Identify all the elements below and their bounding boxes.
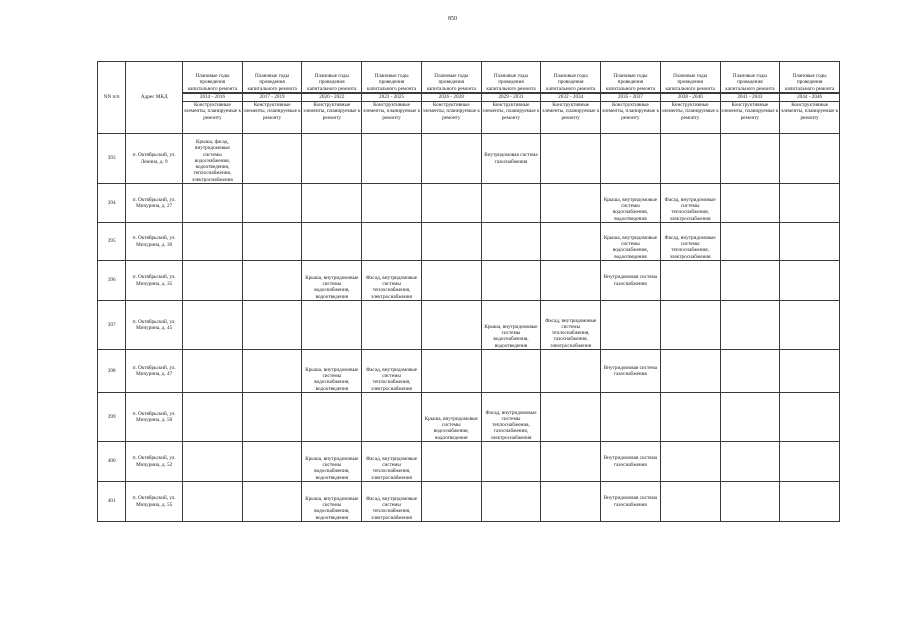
repair-work-cell xyxy=(660,442,720,482)
repair-work-cell xyxy=(541,301,601,350)
repair-work-cell xyxy=(302,261,362,301)
header-row-titles xyxy=(98,62,840,94)
repair-work-cell xyxy=(362,482,422,522)
repair-work-cell xyxy=(481,184,541,223)
repair-work-cell xyxy=(541,223,601,261)
header-period-title xyxy=(183,62,243,94)
page-number: 850 xyxy=(448,16,457,22)
repair-work-cell xyxy=(481,301,541,350)
repair-work-cell xyxy=(302,301,362,350)
repair-work-text: Внутридомовая система газоснабжения xyxy=(603,495,658,508)
repair-work-cell xyxy=(780,301,840,350)
repair-work-cell xyxy=(421,393,481,442)
repair-work-cell xyxy=(481,350,541,393)
repair-work-cell xyxy=(541,184,601,223)
repair-work-cell xyxy=(720,442,780,482)
table-row xyxy=(98,261,840,301)
repair-work-cell xyxy=(183,301,243,350)
period-title-text: Плановые годы проведения капитального ремонта xyxy=(243,73,302,93)
repair-work-cell xyxy=(541,350,601,393)
header-years: 2032 - 2034 xyxy=(541,94,601,102)
header-elements: Конструктивные элементы, планируемые к ремонту xyxy=(481,102,541,134)
row-number: 398 xyxy=(98,350,126,393)
table-row xyxy=(98,482,840,522)
header-period-title xyxy=(601,62,661,94)
repair-work-text: Фасад, внутридомовые системы теплоснабжения, газоснабжения, электроснабжения xyxy=(485,409,537,441)
repair-work-cell xyxy=(601,134,661,184)
row-number: 399 xyxy=(98,393,126,442)
repair-work-cell xyxy=(720,301,780,350)
repair-work-cell xyxy=(780,350,840,393)
header-period-title xyxy=(720,62,780,94)
repair-work-cell xyxy=(481,482,541,522)
repair-work-cell xyxy=(541,442,601,482)
repair-work-cell xyxy=(601,393,661,442)
row-number: 400 xyxy=(98,442,126,482)
repair-work-cell xyxy=(242,184,302,223)
header-period-title xyxy=(481,62,541,94)
repair-work-cell xyxy=(362,223,422,261)
repair-work-cell xyxy=(183,350,243,393)
row-address: п. Октябрьский, ул. Ленина, д. 9 xyxy=(126,134,183,184)
repair-work-cell xyxy=(183,184,243,223)
repair-work-cell xyxy=(660,223,720,261)
repair-work-cell xyxy=(242,301,302,350)
period-title-text: Плановые годы проведения капитального ремонта xyxy=(362,73,421,93)
row-address: п. Октябрьский, ул. Мичурина, д. 45 xyxy=(126,301,183,350)
row-number: 395 xyxy=(98,223,126,261)
header-years: 2026 - 2028 xyxy=(421,94,481,102)
row-number: 401 xyxy=(98,482,126,522)
repair-work-text: Крыша, внутридомовые системы водоснабжения, водоотведения xyxy=(305,274,359,300)
header-years: 2041 - 2043 xyxy=(720,94,780,102)
header-period-title xyxy=(780,62,840,94)
header-period-title xyxy=(541,62,601,94)
repair-work-cell xyxy=(242,350,302,393)
repair-work-text: Крыша, внутридомовые системы водоснабжения, водоотведения xyxy=(305,366,359,392)
repair-work-cell xyxy=(362,301,422,350)
repair-work-cell xyxy=(183,442,243,482)
repair-work-cell xyxy=(780,442,840,482)
repair-work-cell xyxy=(183,482,243,522)
repair-work-text: Фасад, внутридомовые системы теплоснабжения, электроснабжения xyxy=(366,366,418,392)
repair-work-cell xyxy=(660,393,720,442)
repair-work-cell xyxy=(541,134,601,184)
header-years: 2020 - 2022 xyxy=(302,94,362,102)
repair-work-cell xyxy=(720,223,780,261)
header-period-title xyxy=(362,62,422,94)
repair-work-cell xyxy=(541,482,601,522)
repair-work-text: Крыша, внутридомовые системы водоснабжения, водоотведения xyxy=(603,234,658,260)
repair-work-text: Внутридомовая система газоснабжения xyxy=(603,455,658,468)
header-years: 2029 - 2031 xyxy=(481,94,541,102)
repair-work-cell xyxy=(302,393,362,442)
header-elements: Конструктивные элементы, планируемые к ремонту xyxy=(601,102,661,134)
repair-work-cell xyxy=(302,134,362,184)
repair-work-cell xyxy=(421,442,481,482)
repair-work-cell xyxy=(481,393,541,442)
repair-work-cell xyxy=(302,482,362,522)
repair-work-cell xyxy=(183,134,243,184)
repair-work-cell xyxy=(183,223,243,261)
repair-work-cell xyxy=(780,223,840,261)
period-title-text: Плановые годы проведения капитального ремонта xyxy=(482,73,541,93)
repair-work-cell xyxy=(660,261,720,301)
row-address: п. Октябрьский, ул. Мичурина, д. 27 xyxy=(126,184,183,223)
repair-work-cell xyxy=(660,482,720,522)
table-row xyxy=(98,442,840,482)
repair-work-cell xyxy=(242,261,302,301)
repair-work-cell xyxy=(601,261,661,301)
repair-work-text: Внутридомовая система газоснабжения xyxy=(484,152,538,165)
repair-work-cell xyxy=(421,301,481,350)
table-row xyxy=(98,301,840,350)
repair-work-text: Крыша, внутридомовые системы водоснабжения, водоотведения xyxy=(603,196,658,222)
repair-work-cell xyxy=(601,301,661,350)
repair-work-cell xyxy=(541,393,601,442)
header-row-years xyxy=(98,94,840,102)
repair-work-text: Крыша, внутридомовые системы водоснабжения, водоотведения xyxy=(305,495,359,521)
repair-work-cell xyxy=(242,442,302,482)
repair-work-cell xyxy=(242,134,302,184)
repair-work-cell xyxy=(242,223,302,261)
repair-work-cell xyxy=(780,134,840,184)
header-elements: Конструктивные элементы, планируемые к ремонту xyxy=(362,102,422,134)
row-number: 393 xyxy=(98,134,126,184)
row-address: п. Октябрьский, ул. Мичурина, д. 35 xyxy=(126,261,183,301)
repair-work-cell xyxy=(601,442,661,482)
header-elements: Конструктивные элементы, планируемые к ремонту xyxy=(242,102,302,134)
header-row-elements xyxy=(98,102,840,134)
header-years: 2017 - 2019 xyxy=(242,94,302,102)
repair-work-cell xyxy=(720,393,780,442)
header-years: 2035 - 2037 xyxy=(601,94,661,102)
period-title-text: Плановые годы проведения капитального ремонта xyxy=(541,73,600,93)
repair-work-cell xyxy=(780,393,840,442)
header-elements: Конструктивные элементы, планируемые к ремонту xyxy=(302,102,362,134)
row-address: п. Октябрьский, ул. Мичурина, д. 52 xyxy=(126,442,183,482)
repair-work-cell xyxy=(362,393,422,442)
repair-work-cell xyxy=(183,393,243,442)
row-address: п. Октябрьский, ул. Мичурина, д. 55 xyxy=(126,482,183,522)
repair-work-cell xyxy=(481,442,541,482)
repair-work-cell xyxy=(780,261,840,301)
repair-work-text: Фасад, внутридомовые системы теплоснабжения, электроснабжения xyxy=(366,455,418,481)
repair-work-text: Фасад, внутридомовые системы теплоснабжения, электроснабжения xyxy=(366,274,418,300)
header-period-title xyxy=(660,62,720,94)
row-number: 394 xyxy=(98,184,126,223)
repair-work-text: Внутридомовая система газоснабжения xyxy=(603,364,658,377)
table-row xyxy=(98,184,840,223)
header-years: 2038 - 2040 xyxy=(660,94,720,102)
period-title-text: Плановые годы проведения капитального ремонта xyxy=(780,73,839,93)
row-number: 397 xyxy=(98,301,126,350)
table-row xyxy=(98,223,840,261)
header-period-title xyxy=(302,62,362,94)
repair-work-cell xyxy=(720,134,780,184)
header-elements: Конструктивные элементы, планируемые к ремонту xyxy=(183,102,243,134)
repair-work-cell xyxy=(302,223,362,261)
header-elements: Конструктивные элементы, планируемые к ремонту xyxy=(541,102,601,134)
header-years: 2014 - 2016 xyxy=(183,94,243,102)
header-elements: Конструктивные элементы, планируемые к ремонту xyxy=(780,102,840,134)
repair-work-cell xyxy=(601,482,661,522)
repair-work-cell xyxy=(660,184,720,223)
repair-work-cell xyxy=(421,134,481,184)
header-period-title xyxy=(421,62,481,94)
repair-work-cell xyxy=(421,223,481,261)
repair-work-cell xyxy=(780,184,840,223)
repair-work-cell xyxy=(362,134,422,184)
header-address: Адрес МКД xyxy=(126,62,183,134)
period-title-text: Плановые годы проведения капитального ремонта xyxy=(721,73,780,93)
period-title-text: Плановые годы проведения капитального ремонта xyxy=(601,73,660,93)
repair-work-cell xyxy=(302,184,362,223)
repair-work-cell xyxy=(660,301,720,350)
repair-work-cell xyxy=(601,184,661,223)
repair-work-text: Внутридомовая система газоснабжения xyxy=(603,274,658,287)
repair-work-cell xyxy=(242,393,302,442)
repair-work-cell xyxy=(720,261,780,301)
repair-work-cell xyxy=(183,261,243,301)
header-period-title xyxy=(242,62,302,94)
repair-work-text: Фасад, внутридомовые системы теплоснабжения, электроснабжения xyxy=(664,196,716,222)
repair-work-cell xyxy=(481,261,541,301)
repair-work-cell xyxy=(421,482,481,522)
header-elements: Конструктивные элементы, планируемые к ремонту xyxy=(660,102,720,134)
capital-repair-schedule-table xyxy=(97,61,840,522)
period-title-text: Плановые годы проведения капитального ремонта xyxy=(302,73,361,93)
repair-work-text: Фасад, внутридомовые системы теплоснабжения, электроснабжения xyxy=(664,234,716,260)
repair-work-cell xyxy=(660,134,720,184)
repair-work-text: Фасад, внутридомовые системы теплоснабжения, электроснабжения xyxy=(366,495,418,521)
repair-work-cell xyxy=(601,350,661,393)
repair-work-cell xyxy=(302,350,362,393)
repair-work-cell xyxy=(362,184,422,223)
repair-work-text: Фасад, внутридомовые системы теплоснабжения, газоснабжения, электроснабжения xyxy=(545,317,597,349)
row-number: 396 xyxy=(98,261,126,301)
period-title-text: Плановые годы проведения капитального ремонта xyxy=(422,73,481,93)
repair-work-cell xyxy=(660,350,720,393)
header-years: 2023 - 2025 xyxy=(362,94,422,102)
repair-work-cell xyxy=(481,223,541,261)
header-elements: Конструктивные элементы, планируемые к ремонту xyxy=(720,102,780,134)
repair-work-cell xyxy=(720,482,780,522)
row-address: п. Октябрьский, ул. Мичурина, д. 47 xyxy=(126,350,183,393)
header-nn: NN п/п xyxy=(98,62,126,134)
repair-work-text: Крыша, внутридомовые системы водоснабжения, водоотведения xyxy=(305,455,359,481)
table-row xyxy=(98,393,840,442)
repair-work-text: Крыша, внутридомовые системы водоснабжения, водоотведения xyxy=(484,323,538,349)
header-elements: Конструктивные элементы, планируемые к ремонту xyxy=(421,102,481,134)
repair-work-cell xyxy=(481,134,541,184)
repair-work-cell xyxy=(421,261,481,301)
repair-work-cell xyxy=(362,350,422,393)
repair-work-cell xyxy=(362,261,422,301)
repair-work-cell xyxy=(421,184,481,223)
repair-work-cell xyxy=(541,261,601,301)
repair-work-cell xyxy=(362,442,422,482)
repair-work-text: Крыша, фасад, внутридомовые системы водоснабжения, водоотведения, теплоснабжения, электроснабжения xyxy=(192,138,233,183)
repair-work-cell xyxy=(601,223,661,261)
row-address: п. Октябрьский, ул. Мичурина, д. 50 xyxy=(126,393,183,442)
table-row xyxy=(98,134,840,184)
table-row xyxy=(98,350,840,393)
repair-work-cell xyxy=(720,350,780,393)
repair-work-cell xyxy=(780,482,840,522)
repair-work-cell xyxy=(242,482,302,522)
period-title-text: Плановые годы проведения капитального ремонта xyxy=(661,73,720,93)
repair-work-cell xyxy=(421,350,481,393)
repair-work-text: Крыша, внутридомовые системы водоснабжения, водоотведения xyxy=(424,415,478,441)
repair-work-cell xyxy=(302,442,362,482)
period-title-text: Плановые годы проведения капитального ремонта xyxy=(183,73,242,93)
repair-work-cell xyxy=(720,184,780,223)
header-years: 2044 - 2046 xyxy=(780,94,840,102)
row-address: п. Октябрьский, ул. Мичурина, д. 30 xyxy=(126,223,183,261)
